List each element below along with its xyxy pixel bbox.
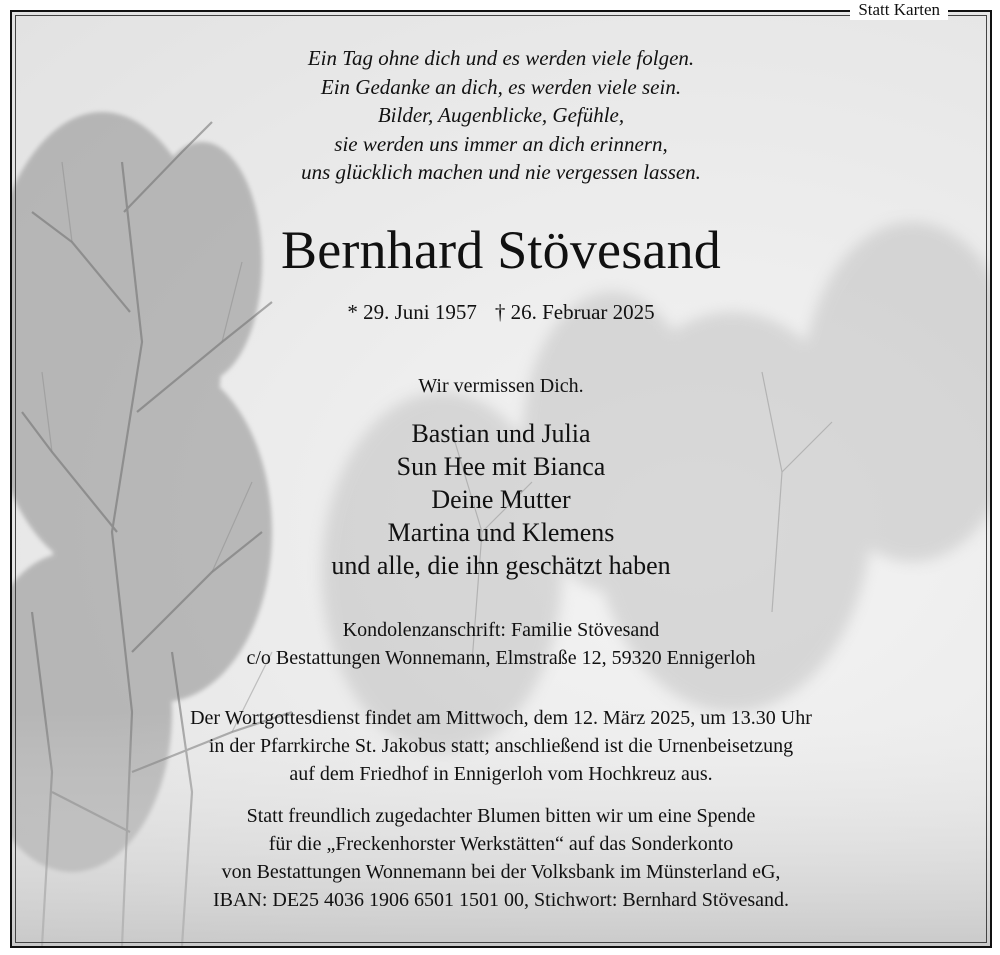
death-date: † 26. Februar 2025	[494, 300, 655, 324]
obituary-content	[12, 12, 990, 946]
poem-line: uns glücklich machen und nie vergessen lassen.	[301, 160, 701, 184]
memorial-poem	[12, 44, 990, 187]
statt-karten-label: Statt Karten	[850, 0, 948, 20]
mourner: Deine Mutter	[431, 485, 571, 514]
donation-line: für die „Freckenhorster Werkstätten“ auf das Sonderkonto	[268, 833, 734, 855]
mourner: Martina und Klemens	[387, 518, 615, 547]
mourner: Bastian und Julia	[411, 419, 591, 448]
donation-line: IBAN: DE25 4036 1906 6501 1501 00, Stichwort: Bernhard Stövesand.	[212, 889, 790, 911]
poem-line: Ein Tag ohne dich und es werden viele folgen.	[307, 46, 695, 70]
donation-info	[12, 802, 990, 914]
mourner: und alle, die ihn geschätzt haben	[331, 551, 671, 580]
donation-line: Statt freundlich zugedachter Blumen bitten wir um eine Spende	[246, 805, 756, 827]
donation-line: von Bestattungen Wonnemann bei der Volksbank im Münsterland eG,	[221, 861, 781, 883]
service-line: Der Wortgottesdienst findet am Mittwoch, dem 12. März 2025, um 13.30 Uhr	[190, 707, 812, 729]
condolence-address	[12, 616, 990, 672]
poem-line: sie werden uns immer an dich erinnern,	[334, 131, 668, 156]
birth-date: * 29. Juni 1957	[347, 300, 477, 324]
mourners-list	[12, 417, 990, 582]
poem-line: Bilder, Augenblicke, Gefühle,	[377, 103, 625, 127]
address-line: c/o Bestattungen Wonnemann, Elmstraße 12, 59320 Ennigerloh	[246, 647, 756, 669]
obituary-frame	[10, 10, 992, 948]
address-line: Kondolenzanschrift: Familie Stövesand	[342, 619, 660, 641]
service-line: auf dem Friedhof in Ennigerloh vom Hochkreuz aus.	[289, 763, 713, 785]
service-line: in der Pfarrkirche St. Jakobus statt; anschließend ist die Urnenbeisetzung	[208, 735, 794, 757]
life-dates	[12, 298, 990, 326]
deceased-name: Bernhard Stövesand	[280, 220, 721, 280]
service-info	[12, 704, 990, 788]
mourner: Sun Hee mit Bianca	[396, 452, 606, 481]
poem-line: Ein Gedanke an dich, es werden viele sein.	[320, 74, 682, 99]
farewell-message: Wir vermissen Dich.	[418, 375, 584, 397]
